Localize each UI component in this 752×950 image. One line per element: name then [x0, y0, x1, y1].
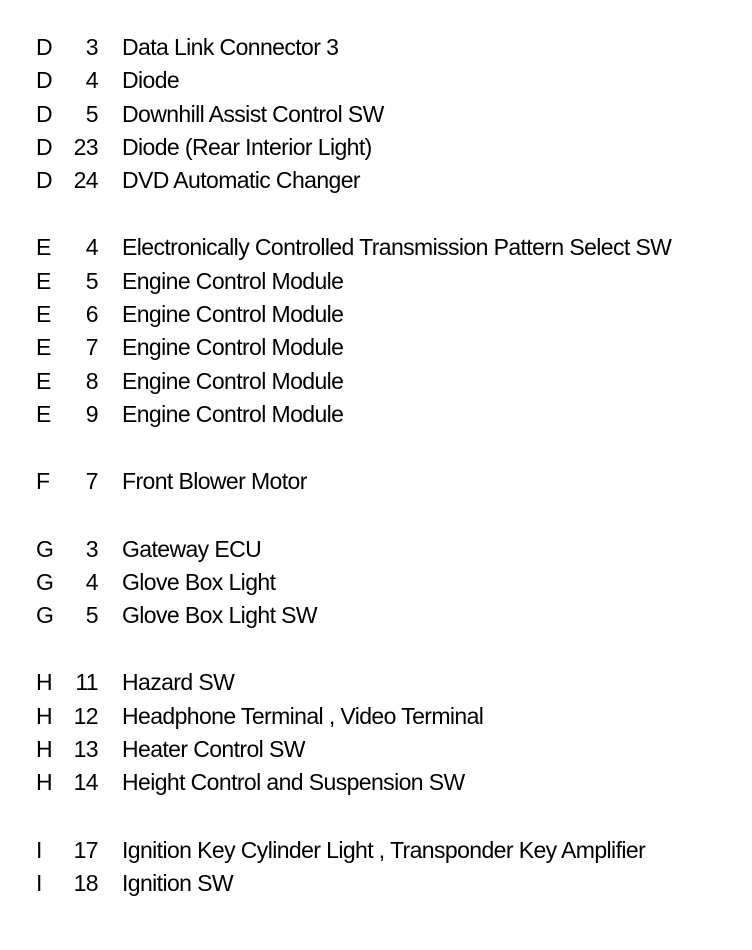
component-name: Engine Control Module — [122, 400, 344, 427]
connector-letter: I — [36, 869, 42, 896]
connector-number: 14 — [73, 769, 98, 796]
connector-number: 7 — [85, 334, 98, 361]
list-item — [0, 602, 752, 635]
connector-letter: H — [36, 669, 53, 696]
component-name: Diode (Rear Interior Light) — [122, 133, 372, 160]
connector-number: 3 — [85, 535, 98, 562]
group-g — [0, 536, 752, 636]
component-name: Hazard SW — [122, 669, 235, 696]
list-item — [0, 234, 752, 267]
component-name: Headphone Terminal , Video Terminal — [122, 702, 484, 729]
connector-number: 4 — [85, 568, 98, 595]
connector-letter: I — [36, 836, 42, 863]
list-item — [0, 536, 752, 569]
connector-number: 11 — [75, 669, 98, 696]
list-item — [0, 569, 752, 602]
connector-number: 6 — [85, 301, 98, 328]
list-item — [0, 468, 752, 501]
component-name: Gateway ECU — [122, 535, 262, 562]
list-item — [0, 703, 752, 736]
connector-letter: E — [36, 301, 51, 328]
component-name: Engine Control Module — [122, 334, 344, 361]
component-name: Glove Box Light — [122, 568, 276, 595]
connector-number: 23 — [73, 133, 98, 160]
connector-number: 4 — [85, 67, 98, 94]
connector-number: 3 — [85, 34, 98, 60]
list-item — [0, 67, 752, 100]
component-name: Front Blower Motor — [122, 468, 307, 495]
connector-number: 7 — [85, 468, 98, 495]
connector-number: 13 — [73, 736, 98, 763]
component-name: DVD Automatic Changer — [122, 167, 360, 194]
connector-letter: D — [36, 167, 53, 194]
connector-number: 9 — [85, 400, 98, 427]
list-item — [0, 669, 752, 702]
group-h — [0, 669, 752, 802]
connector-letter: D — [36, 100, 53, 127]
list-item — [0, 870, 752, 903]
component-name: Height Control and Suspension SW — [122, 769, 465, 796]
component-name: Diode — [122, 67, 180, 94]
connector-number: 4 — [85, 234, 98, 261]
component-name: Data Link Connector 3 — [122, 34, 339, 60]
connector-number: 5 — [85, 602, 98, 629]
component-name: Ignition Key Cylinder Light , Transponder Key Amplifier — [122, 836, 646, 863]
component-name: Engine Control Module — [122, 267, 344, 294]
list-item — [0, 101, 752, 134]
connector-letter: G — [36, 535, 54, 562]
list-item — [0, 368, 752, 401]
connector-letter: H — [36, 702, 53, 729]
connector-number: 8 — [85, 367, 98, 394]
group-e — [0, 234, 752, 434]
list-item — [0, 167, 752, 200]
connector-number: 5 — [85, 100, 98, 127]
list-item — [0, 736, 752, 769]
component-name: Engine Control Module — [122, 367, 344, 394]
list-item — [0, 134, 752, 167]
component-name: Ignition SW — [122, 869, 234, 896]
list-item — [0, 34, 752, 67]
component-name: Engine Control Module — [122, 301, 344, 328]
connector-number: 17 — [73, 836, 98, 863]
list-item — [0, 268, 752, 301]
connector-letter: G — [36, 568, 54, 595]
group-i — [0, 837, 752, 904]
connector-letter: E — [36, 400, 51, 427]
component-name: Electronically Controlled Transmission Pattern Select SW — [122, 234, 672, 261]
connector-letter: H — [36, 736, 53, 763]
connector-letter: D — [36, 133, 53, 160]
connector-letter: E — [36, 367, 51, 394]
group-d — [0, 34, 752, 200]
connector-letter: F — [36, 468, 50, 495]
connector-number: 24 — [73, 167, 98, 194]
component-name: Heater Control SW — [122, 736, 305, 763]
connector-number: 12 — [73, 702, 98, 729]
connector-number: 18 — [73, 869, 98, 896]
connector-letter: E — [36, 267, 51, 294]
connector-letter: D — [36, 67, 53, 94]
list-item — [0, 837, 752, 870]
list-item — [0, 301, 752, 334]
component-name: Downhill Assist Control SW — [122, 100, 384, 127]
list-item — [0, 334, 752, 367]
connector-number: 5 — [85, 267, 98, 294]
list-item — [0, 401, 752, 434]
connector-letter: G — [36, 602, 54, 629]
connector-letter: D — [36, 34, 53, 60]
connector-letter: H — [36, 769, 53, 796]
group-f — [0, 468, 752, 501]
list-item — [0, 769, 752, 802]
component-index-list — [0, 34, 752, 937]
connector-letter: E — [36, 334, 51, 361]
component-name: Glove Box Light SW — [122, 602, 318, 629]
connector-letter: E — [36, 234, 51, 261]
